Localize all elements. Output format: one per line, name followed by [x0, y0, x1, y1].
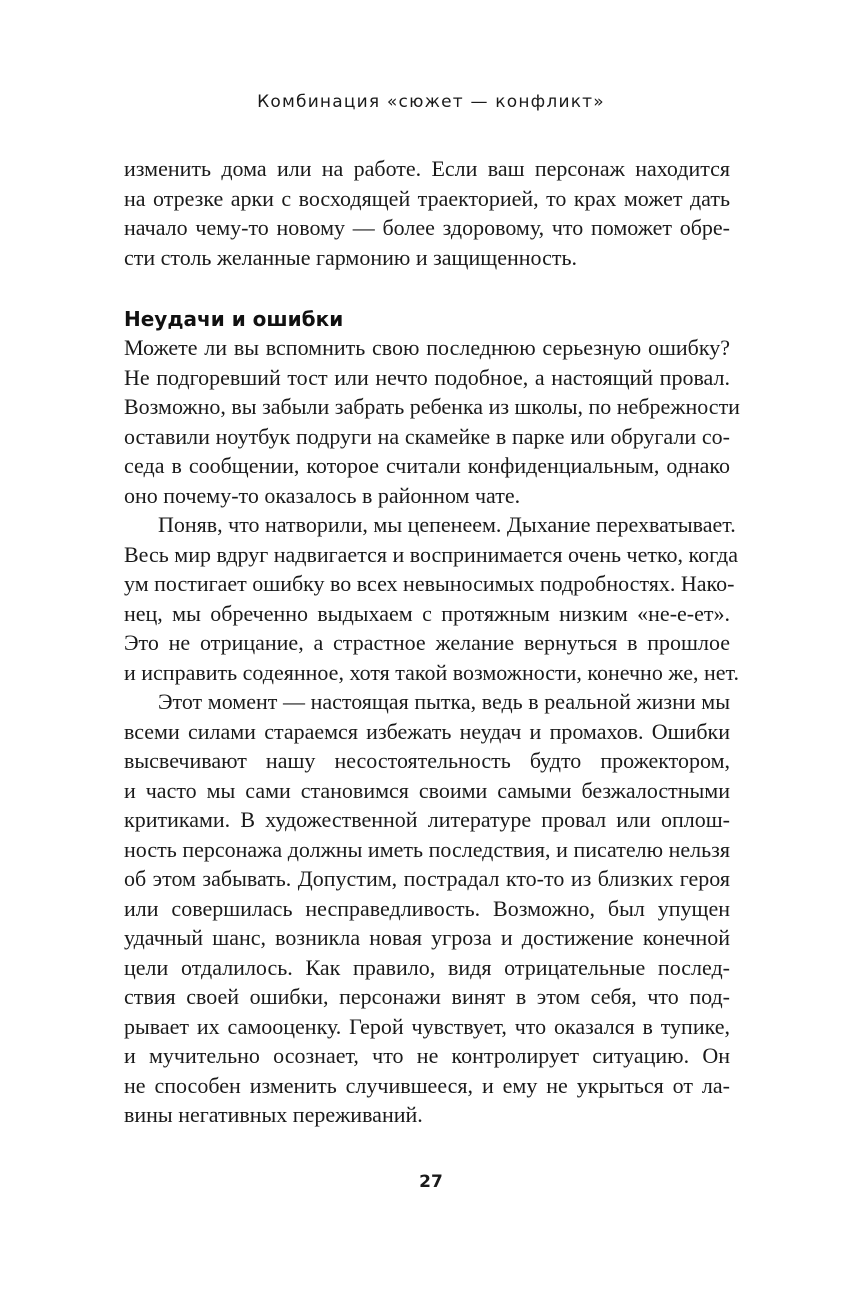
- text-line: вины негативных переживаний.: [124, 1102, 423, 1127]
- text-line: удачный шанс, возникла новая угроза и достижение конечной: [124, 925, 730, 950]
- text-line: ность персонажа должны иметь последствия, и писателю нельзя: [124, 836, 730, 862]
- text-line: высвечивают нашу несостоятельность будто прожектором,: [124, 748, 730, 773]
- text-line: всеми силами стараемся избежать неудач и промахов. Ошибки: [124, 718, 730, 744]
- text-line: и мучительно осознает, что не контролирует ситуацию. Он: [124, 1043, 730, 1068]
- text-line: и исправить содеянное, хотя такой возможности, конечно же, нет.: [124, 659, 739, 685]
- text-line: Возможно, вы забыли забрать ребенка из школы, по небрежности: [124, 394, 740, 419]
- paragraph-4: [124, 687, 730, 1130]
- text-line: седа в сообщении, которое считали конфиденциальным, однако: [124, 453, 730, 478]
- text-line: ум постигает ошибку во всех невыносимых подробностях. Нако-: [124, 571, 735, 596]
- text-line: изменить дома или на работе. Если ваш персонаж находится: [124, 156, 730, 181]
- section-heading: Неудачи и ошибки: [124, 307, 344, 331]
- text-line: Это не отрицание, а страстное желание вернуться в прошлое: [124, 630, 730, 655]
- text-line: рывает их самооценку. Герой чувствует, что оказался в тупике,: [124, 1013, 730, 1039]
- text-line: Не подгоревший тост или нечто подобное, а настоящий провал.: [124, 364, 730, 390]
- text-line: Поняв, что натворили, мы цепенеем. Дыхание перехватывает.: [158, 512, 736, 537]
- paragraph-2: [124, 333, 740, 510]
- page-number: 27: [419, 1172, 443, 1192]
- paragraph-3: [124, 510, 739, 687]
- text-line: и часто мы сами становимся своими самыми безжалостными: [124, 777, 730, 803]
- text-line: критиками. В художественной литературе провал или оплош-: [124, 807, 730, 832]
- text-line: Весь мир вдруг надвигается и воспринимается очень четко, когда: [124, 541, 738, 567]
- text-line: начало чему-то новому — более здоровому, что поможет обре-: [124, 215, 730, 240]
- text-line: не способен изменить случившееся, и ему не укрыться от ла-: [124, 1072, 730, 1098]
- text-line: цели отдалилось. Как правило, видя отрицательные послед-: [124, 954, 730, 980]
- text-line: Этот момент — настоящая пытка, ведь в реальной жизни мы: [158, 689, 730, 714]
- paragraph-1: [124, 154, 730, 272]
- text-line: на отрезке арки с восходящей траекторией, то крах может дать: [124, 185, 730, 211]
- text-line: об этом забывать. Допустим, пострадал кто-то из близких героя: [124, 866, 730, 891]
- text-line: сти столь желанные гармонию и защищенность.: [124, 244, 577, 270]
- running-head: Комбинация «сюжет — конфликт»: [257, 92, 605, 112]
- text-line: ствия своей ошибки, персонажи винят в этом себя, что под-: [124, 984, 730, 1009]
- text-line: нец, мы обреченно выдыхаем с протяжным низким «не-е-ет».: [124, 600, 730, 626]
- text-line: или совершилась несправедливость. Возможно, был упущен: [124, 895, 730, 921]
- text-line: Можете ли вы вспомнить свою последнюю серьезную ошибку?: [124, 335, 730, 360]
- text-line: оно почему-то оказалось в районном чате.: [124, 482, 521, 508]
- text-line: оставили ноутбук подруги на скамейке в парке или обругали со-: [124, 423, 730, 449]
